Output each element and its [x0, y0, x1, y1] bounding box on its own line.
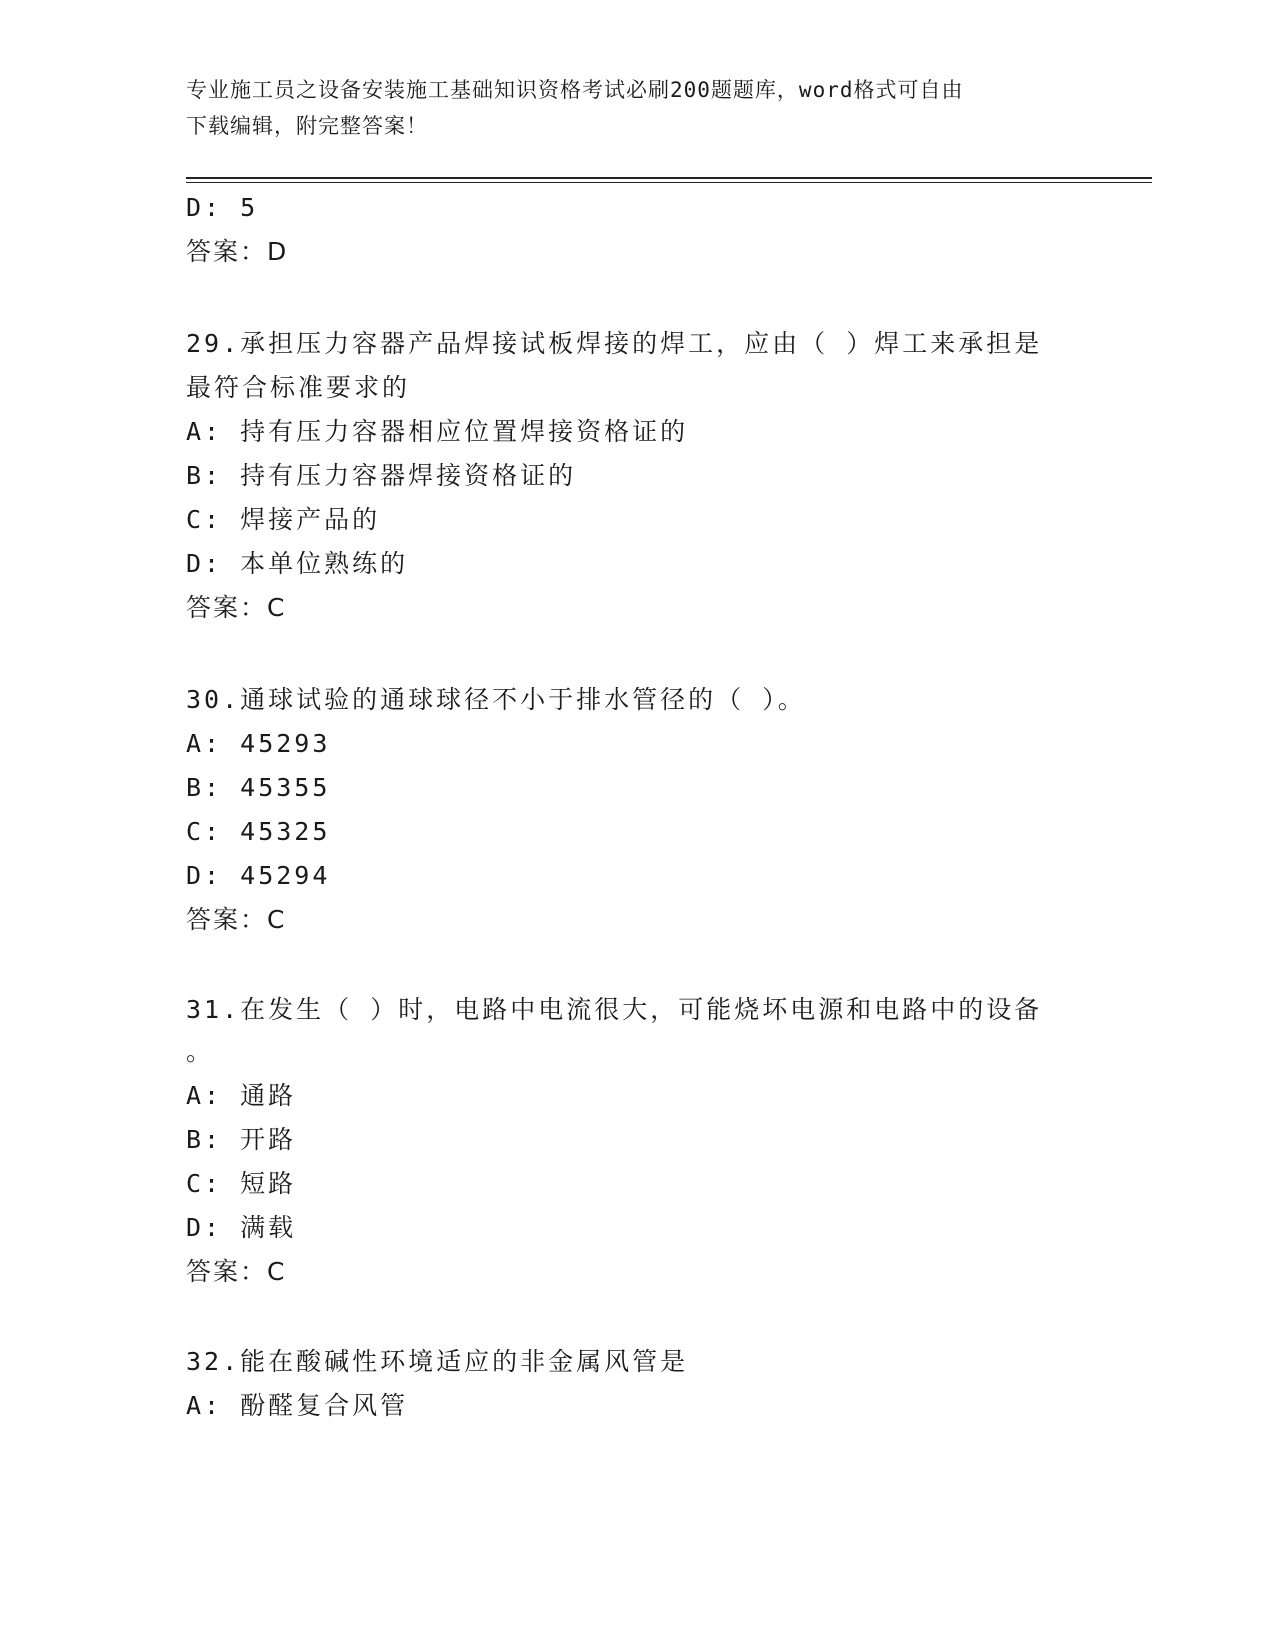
q31-option-a: A: 通路 — [186, 1081, 297, 1110]
q32-stem-line-1: 32.能在酸碱性环境适应的非金属风管是 — [186, 1347, 689, 1376]
q30-option-c: C: 45325 — [186, 817, 331, 846]
header-line-2: 下载编辑，附完整答案！ — [186, 114, 428, 138]
q29-stem-line-1: 29.承担压力容器产品焊接试板焊接的焊工，应由（ ）焊工来承担是 — [186, 329, 1043, 358]
q29-stem-line-2: 最符合标准要求的 — [186, 373, 411, 402]
q29-option-c: C: 焊接产品的 — [186, 505, 381, 534]
q30-answer: 答案：C — [186, 905, 287, 934]
prev-answer: 答案：D — [186, 237, 289, 266]
q29-option-a: A: 持有压力容器相应位置焊接资格证的 — [186, 417, 689, 446]
q31-stem-line-1: 31.在发生（ ）时，电路中电流很大，可能烧坏电源和电路中的设备 — [186, 995, 1043, 1024]
q30-option-a: A: 45293 — [186, 729, 331, 758]
header-divider-thin — [186, 182, 1152, 183]
page-header — [186, 72, 1066, 144]
q30-option-b: B: 45355 — [186, 773, 331, 802]
q31-option-b: B: 开路 — [186, 1125, 297, 1154]
header-line-1: 专业施工员之设备安装施工基础知识资格考试必刷200题题库，word格式可自由 — [186, 78, 964, 102]
prev-option-d: D: 5 — [186, 193, 259, 222]
q31-option-c: C: 短路 — [186, 1169, 297, 1198]
header-divider-thick — [186, 177, 1152, 179]
q30-stem-line-1: 30.通球试验的通球球径不小于排水管径的（ ）。 — [186, 685, 806, 714]
q30-option-d: D: 45294 — [186, 861, 331, 890]
q29-option-b: B: 持有压力容器焊接资格证的 — [186, 461, 577, 490]
q31-option-d: D: 满载 — [186, 1213, 297, 1242]
q31-answer: 答案：C — [186, 1257, 287, 1286]
q32-option-a: A: 酚醛复合风管 — [186, 1391, 409, 1420]
q29-answer: 答案：C — [186, 593, 287, 622]
q31-stem-line-2: 。 — [186, 1037, 215, 1066]
q29-option-d: D: 本单位熟练的 — [186, 549, 409, 578]
